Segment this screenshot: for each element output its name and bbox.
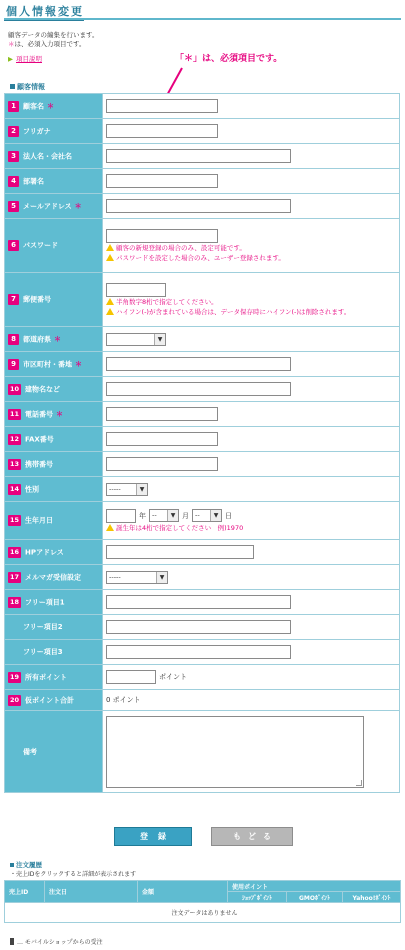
furigana-input[interactable] (106, 124, 218, 138)
warning-icon (106, 244, 114, 251)
row-gender (5, 477, 400, 502)
password-input[interactable] (106, 229, 218, 243)
row-fax (5, 427, 400, 452)
row-furigana (5, 119, 400, 144)
intro-line-2: は、必須入力項目です。 (14, 40, 86, 48)
back-button[interactable]: もどる (211, 827, 293, 846)
order-history-note: ・売上IDをクリックすると詳細が表示されます (10, 871, 137, 878)
row-hp-address (5, 540, 400, 565)
arrow-right-icon: ▶ (8, 55, 13, 63)
row-owned-points (5, 665, 400, 690)
intro-line-1: 顧客データの編集を行います。 (8, 31, 99, 39)
field-label: フリー項目2 (23, 623, 63, 631)
customer-name-input[interactable] (106, 99, 218, 113)
warning-text: 顧客の新規登録の場合のみ、設定可能です。 (116, 243, 246, 252)
row-newsletter (5, 565, 400, 590)
chevron-down-icon: ▼ (154, 334, 165, 345)
warning-icon (106, 254, 114, 261)
month-label: 月 (182, 511, 189, 520)
warning-icon (106, 298, 114, 305)
chevron-down-icon: ▼ (156, 572, 167, 583)
mobile-input[interactable] (106, 457, 218, 471)
gender-select[interactable] (106, 483, 148, 496)
field-number: 9 (8, 359, 19, 370)
field-label: 仮ポイント合計 (25, 696, 74, 704)
required-mark: ＊ (54, 335, 61, 343)
password-warning-2 (106, 253, 399, 263)
birthday-warning (106, 523, 399, 533)
phone-input[interactable] (106, 407, 218, 421)
birth-day-select[interactable] (192, 509, 222, 522)
field-number: 13 (9, 459, 20, 468)
required-callout: 「＊」は、必須項目です。 (175, 54, 283, 64)
field-number: 17 (9, 572, 20, 581)
department-input[interactable] (106, 174, 218, 188)
field-number: 1 (8, 101, 19, 112)
field-label: 携帯番号 (25, 460, 53, 468)
postal-warning-1 (106, 297, 399, 307)
newsletter-select-value: ----- (109, 572, 121, 581)
row-company (5, 144, 400, 169)
day-label: 日 (225, 511, 232, 520)
field-label: 市区町村・番地 (23, 360, 72, 368)
field-label: 郵便番号 (23, 295, 51, 304)
company-input[interactable] (106, 149, 291, 163)
free-item-2-input[interactable] (106, 620, 291, 634)
section-customer-info (10, 82, 45, 92)
field-label: メルマガ受信設定 (25, 573, 81, 581)
order-header-row (5, 881, 401, 892)
prefecture-select[interactable] (106, 333, 166, 346)
field-number: 4 (8, 176, 19, 187)
customer-form (4, 93, 400, 793)
field-number: 18 (9, 597, 20, 606)
remarks-textarea[interactable] (106, 716, 364, 788)
field-number: 11 (9, 409, 20, 418)
field-label: パスワード (23, 241, 58, 250)
row-mobile (5, 452, 400, 477)
required-mark: ＊ (75, 360, 82, 368)
row-remarks (5, 711, 400, 793)
field-number: 5 (8, 201, 19, 212)
header-shop-points: ｼｮｯﾌﾟﾎﾟｲﾝﾄ (228, 892, 287, 903)
intro-text (8, 31, 98, 49)
warning-text: ハイフン(-)が含まれている場合は、データ保存時にハイフン(-)は削除されます。 (116, 307, 351, 316)
hp-address-input[interactable] (106, 545, 254, 559)
row-free-item-2 (5, 615, 400, 640)
field-number: 7 (8, 294, 19, 305)
required-mark: ＊ (56, 410, 63, 418)
password-warning-1 (106, 243, 399, 253)
section-order-history (10, 860, 42, 869)
warning-text: 誕生年は4桁で指定してください 例)1970 (116, 523, 244, 532)
field-label: 都道府県 (23, 335, 51, 343)
header-sales-id: 売上ID (5, 881, 45, 903)
field-label: フリガナ (23, 127, 51, 135)
chevron-down-icon: ▼ (136, 484, 147, 495)
register-button[interactable]: 登録 (114, 827, 192, 846)
field-label: フリー項目1 (25, 598, 65, 606)
required-mark: ＊ (8, 40, 15, 48)
gender-select-value: ----- (109, 484, 121, 493)
warning-icon (106, 524, 114, 531)
address-input[interactable] (106, 357, 291, 371)
row-free-item-1 (5, 590, 400, 615)
field-label: 生年月日 (25, 516, 53, 525)
field-label: 法人名・会社名 (23, 152, 72, 160)
birth-year-input[interactable] (106, 509, 136, 523)
field-number: 14 (9, 484, 20, 493)
provisional-points-value: 0 ポイント (106, 696, 141, 704)
warning-text: 半角数字8桁で指定してください。 (116, 297, 218, 306)
field-number: 6 (8, 240, 19, 251)
field-number: 10 (9, 384, 20, 393)
empty-message: 注文データはありません (5, 903, 401, 923)
mobile-phone-icon (10, 938, 14, 945)
row-customer-name (5, 94, 400, 119)
field-label: メールアドレス (23, 202, 72, 210)
row-free-item-3 (5, 640, 400, 665)
header-points-used: 使用ポイント (228, 881, 401, 892)
fax-input[interactable] (106, 432, 218, 446)
header-gmo-points: GMOﾎﾟｲﾝﾄ (287, 892, 343, 903)
row-department (5, 169, 400, 194)
birth-month-select[interactable] (149, 509, 179, 522)
row-phone (5, 402, 400, 427)
field-number: 8 (8, 334, 19, 345)
title-divider-accent (4, 20, 84, 21)
free-item-3-input[interactable] (106, 645, 291, 659)
postal-warning-2 (106, 307, 399, 317)
field-number: 15 (9, 516, 20, 524)
resize-handle-icon[interactable] (356, 780, 362, 786)
points-unit: ポイント (159, 673, 187, 681)
birth-day-value: -- (195, 511, 200, 519)
order-empty-row (5, 903, 401, 923)
page-title: 個人情報変更 (6, 5, 84, 18)
row-provisional-points (5, 690, 400, 711)
required-mark: ＊ (47, 102, 54, 110)
warning-text: パスワードを設定した場合のみ、ユーザー登録されます。 (116, 253, 285, 262)
field-label: 所有ポイント (25, 673, 67, 681)
row-password (5, 219, 400, 273)
row-postal-code (5, 273, 400, 327)
mobile-order-legend-text: … モバイルショップからの受注 (17, 939, 103, 946)
field-label: FAX番号 (25, 435, 54, 443)
field-label: 顧客名 (23, 102, 44, 110)
building-input[interactable] (106, 382, 291, 396)
header-amount: 金額 (138, 881, 228, 903)
row-email (5, 194, 400, 219)
field-number: 12 (9, 434, 20, 443)
mobile-order-legend (10, 937, 103, 946)
field-number: 16 (9, 547, 20, 556)
required-mark: ＊ (74, 202, 82, 210)
field-label: HPアドレス (25, 548, 64, 556)
free-item-1-input[interactable] (106, 595, 291, 609)
year-label: 年 (139, 511, 146, 520)
owned-points-input[interactable] (106, 670, 156, 684)
field-number: 19 (9, 672, 20, 681)
field-label: 性別 (25, 485, 39, 493)
field-number: 2 (8, 126, 19, 137)
row-building (5, 377, 400, 402)
field-label: フリー項目3 (23, 648, 63, 656)
warning-icon (106, 308, 114, 315)
field-label: 電話番号 (25, 410, 53, 418)
row-address (5, 352, 400, 377)
row-birthday (5, 502, 400, 540)
help-link[interactable] (8, 54, 42, 63)
postal-code-input[interactable] (106, 283, 166, 297)
order-history-label: 注文履歴 (16, 861, 42, 869)
field-label: 部署名 (23, 177, 44, 185)
help-link-label: 項目説明 (16, 55, 42, 63)
field-number: 3 (8, 151, 19, 162)
row-prefecture (5, 327, 400, 352)
field-label: 備考 (23, 747, 37, 756)
chevron-down-icon: ▼ (210, 510, 221, 521)
newsletter-select[interactable] (106, 571, 168, 584)
order-history-table (4, 880, 401, 923)
field-number: 20 (9, 695, 20, 704)
section-customer-info-label: 顧客情報 (17, 83, 45, 91)
birth-month-value: -- (152, 511, 157, 519)
header-order-date: 注文日 (45, 881, 138, 903)
chevron-down-icon: ▼ (167, 510, 178, 521)
email-input[interactable] (106, 199, 291, 213)
header-yahoo-points: Yahoo!ﾎﾟｲﾝﾄ (343, 892, 401, 903)
field-label: 建物名など (25, 385, 60, 393)
